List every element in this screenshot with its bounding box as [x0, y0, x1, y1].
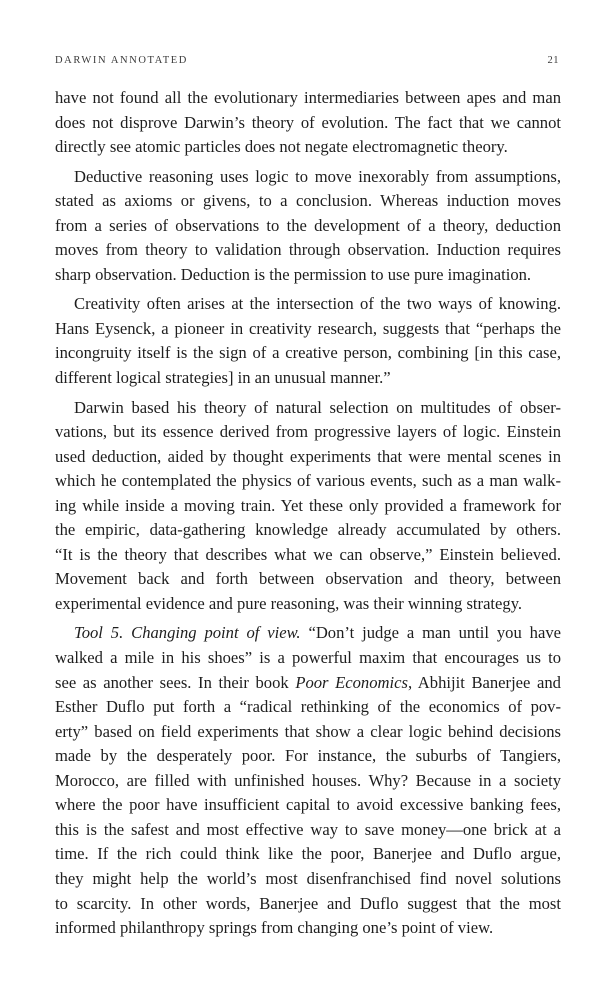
italic-text: Poor Economics — [295, 672, 408, 692]
text-line: ing while inside a moving train. Yet these only provided a framework for — [55, 495, 561, 515]
body-text — [55, 86, 561, 941]
paragraph — [55, 396, 561, 617]
text-line: Morocco, are filled with unfinished houses. Why? Because in a society — [55, 770, 561, 790]
text-line: this is the safest and most effective way to save money—one brick at a — [55, 819, 561, 839]
text-line: vations, but its essence derived from progressive layers of logic. Einstein — [55, 422, 561, 442]
text-line: does not disprove Darwin’s theory of evolution. The fact that we cannot — [55, 112, 561, 132]
text-line: “It is the theory that describes what we can observe,” Einstein believed. — [55, 544, 561, 564]
text-line: walked a mile in his shoes” is a powerful maxim that encourages us to — [55, 648, 561, 668]
text-line: Tool 5. Changing point of view. “Don’t judge a man until you have — [74, 623, 561, 643]
text-line: the empiric, data-gathering knowledge already accumulated by others. — [55, 520, 561, 540]
text-line: directly see atomic particles does not negate electromagnetic theory. — [55, 137, 508, 157]
text-line: to scarcity. In other words, Banerjee and Duflo suggest that the most — [55, 893, 561, 913]
text-line: Esther Duflo put forth a “radical rethinking of the economics of pov- — [55, 697, 561, 717]
text-line: they might help the world’s most disenfranchised find novel solutions — [55, 868, 561, 888]
text-line: Movement back and forth between observation and theory, between — [55, 569, 561, 589]
italic-text: Tool 5. Changing point of view. — [74, 623, 301, 643]
text-line: experimental evidence and pure reasoning, was their winning strategy. — [55, 593, 523, 613]
text-line: Hans Eysenck, a pioneer in creativity research, suggests that “perhaps the — [55, 318, 561, 338]
text-line: Creativity often arises at the intersection of the two ways of knowing. — [74, 294, 561, 314]
text-line: have not found all the evolutionary intermediaries between apes and man — [55, 88, 561, 107]
paragraph — [55, 621, 561, 940]
text-line: time. If the rich could think like the poor, Banerjee and Duflo argue, — [55, 844, 561, 864]
text-line: see as another sees. In their book Poor Economics, Abhijit Banerjee and — [55, 672, 561, 692]
text-line: where the poor have insufficient capital to avoid excessive banking fees, — [55, 795, 561, 815]
text-line: which he contemplated the physics of various events, such as a man walk- — [55, 471, 561, 491]
text-line: Darwin based his theory of natural selection on multitudes of obser- — [74, 397, 561, 417]
text-line: erty” based on field experiments that show a clear logic behind decisions — [55, 721, 561, 741]
text-line: incongruity itself is the sign of a creative person, combining [in this case, — [55, 343, 561, 363]
text-line: informed philanthropy springs from changing one’s point of view. — [55, 918, 494, 938]
text-line: from a series of observations to the development of a theory, deduction — [55, 215, 561, 235]
text-line: used deduction, aided by thought experiments that were mental scenes in — [55, 446, 561, 466]
text-line: Deductive reasoning uses logic to move inexorably from assumptions, — [74, 166, 561, 186]
paragraph — [55, 165, 561, 288]
running-head — [55, 55, 559, 71]
paragraph — [55, 292, 561, 390]
text-line: moves from theory to validation through observation. Induction requires — [55, 240, 561, 260]
text-line: sharp observation. Deduction is the permission to use pure imagination. — [55, 264, 532, 284]
page-number: 21 — [547, 55, 559, 66]
running-head-title: DARWIN ANNOTATED — [55, 55, 188, 66]
text-line: made by the desperately poor. For instance, the suburbs of Tangiers, — [55, 746, 561, 766]
text-line: different logical strategies] in an unusual manner.” — [55, 368, 391, 388]
text-line: stated as axioms or givens, to a conclusion. Whereas induction moves — [55, 191, 561, 211]
paragraph — [55, 86, 561, 160]
